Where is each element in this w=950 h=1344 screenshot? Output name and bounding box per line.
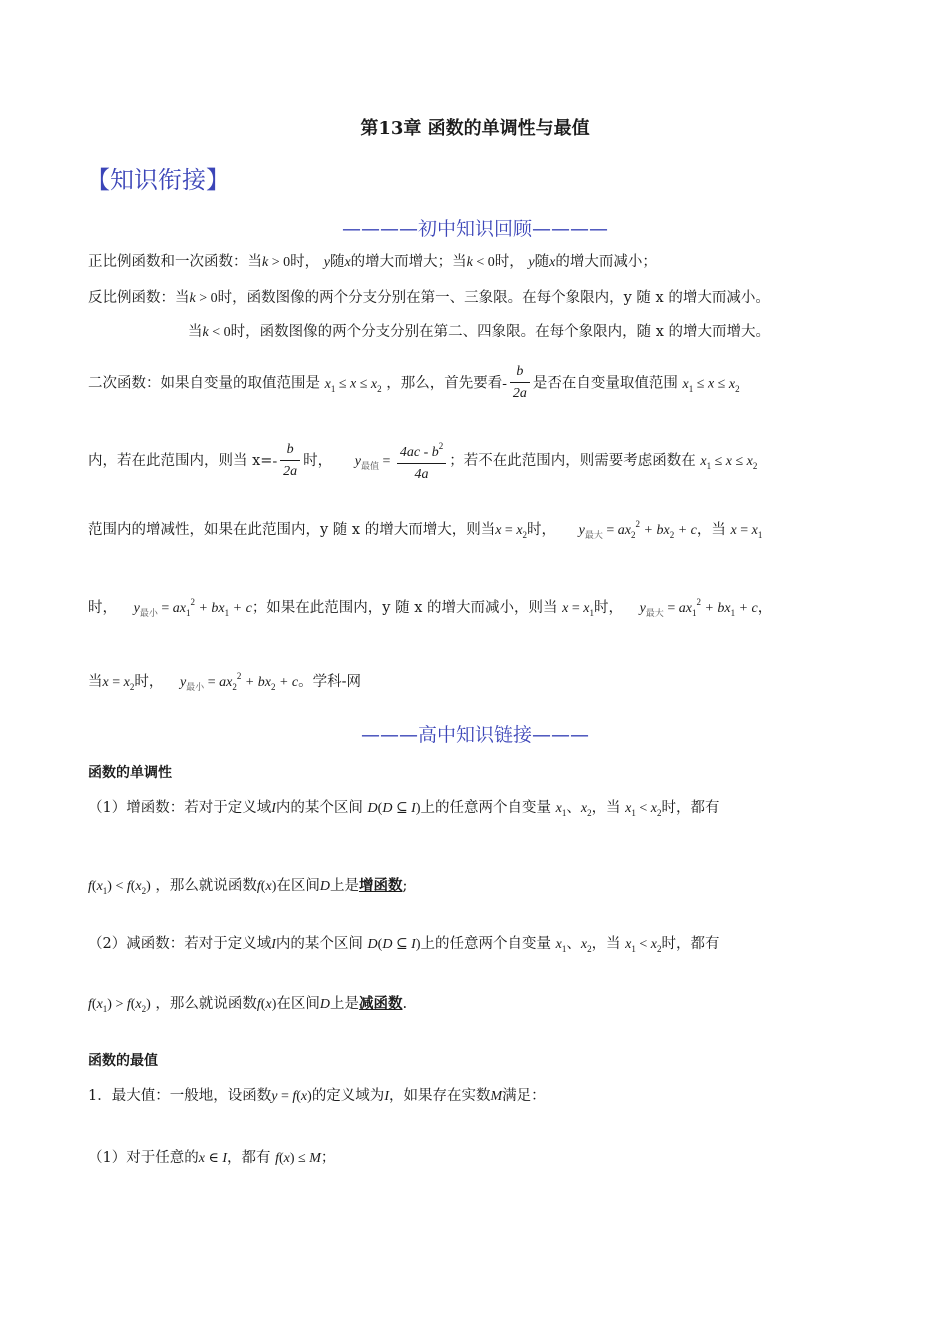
decreasing-def-line-1: （2）减函数：若对于定义域I内的某个区间 D(D ⊆ I)上的任意两个自变量 $x_1$、$x_2$，当 $x_1 < x_2$时，都有 bbox=[88, 936, 720, 954]
quadratic-line-5: 当$x = x_2$时， $y_{最小} = ax_2^2 + bx_2 + c$。学科-网 bbox=[88, 671, 362, 693]
chapter-title: 第13章 函数的单调性与最值 bbox=[360, 118, 590, 139]
increasing-def-line-2: $f(x_1) < f(x_2)$ ，那么就说函数f(x)在区间D上是增函数; bbox=[88, 877, 408, 896]
section-heading: 【知识衔接】 bbox=[86, 166, 230, 194]
junior-review-heading: ————初中知识回顾———— bbox=[341, 218, 608, 240]
increasing-def-line-1: （1）增函数：若对于定义域I内的某个区间 D(D ⊆ I)上的任意两个自变量 $x_1$、$x_2$，当 $x_1 < x_2$时，都有 bbox=[88, 800, 720, 818]
linear-function-line: 正比例函数和一次函数：当k > 0时， y随x的增大而增大；当k < 0时， y随x的增大而减小； bbox=[88, 254, 657, 270]
quadratic-line-1: 二次函数：如果自变量的取值范围是 $x_1 \le x \le x_2$ ，那么，首先要看- $\frac{b}{2a}$ 是否在自变量取值范围 $x_1 \le x \le x_2$ bbox=[88, 364, 740, 401]
inverse-function-line-2: 当k < 0时，函数图像的两个分支分别在第二、四象限。在每个象限内，随 x 的增大而增大。 bbox=[188, 324, 771, 340]
monotonicity-heading: 函数的单调性 bbox=[88, 765, 172, 781]
maximum-def-line: 1．最大值：一般地，设函数y = f(x)的定义域为I，如果存在实数M满足： bbox=[88, 1088, 546, 1104]
extremum-heading: 函数的最值 bbox=[88, 1053, 158, 1069]
quadratic-line-2: 内，若在此范围内，则当 x=- $\frac{b}{2a}$ 时， $y_{最值}$ = $\frac{4ac - b^2}{4a}$ ；若不在此范围内，则需要考虑函数在 $x_1 \le x \le x_2$ bbox=[88, 436, 757, 486]
quadratic-line-3: 范围内的增减性，如果在此范围内，y 随 x 的增大而增大，则当$x = x_2$时， $y_{最大} = ax_2^2 + bx_2 + c$，当 $x = x_1$ bbox=[88, 519, 763, 541]
decreasing-def-line-2: $f(x_1) > f(x_2)$ ，那么就说函数f(x)在区间D上是减函数. bbox=[88, 995, 408, 1014]
senior-link-heading: ———高中知识链接——— bbox=[360, 724, 589, 746]
maximum-condition-1: （1）对于任意的x ∈ I，都有 f(x) ≤ M； bbox=[88, 1150, 336, 1166]
quadratic-line-4: 时， $y_{最小} = ax_1^2 + bx_1 + c$；如果在此范围内，y 随 x 的增大而减小，则当 $x = x_1$时， $y_{最大} = ax_1^2 + bx_1 + c$， bbox=[88, 597, 773, 619]
inverse-function-line-1: 反比例函数：当k > 0时，函数图像的两个分支分别在第一、三象限。在每个象限内，y 随 x 的增大而减小。 bbox=[88, 290, 770, 306]
